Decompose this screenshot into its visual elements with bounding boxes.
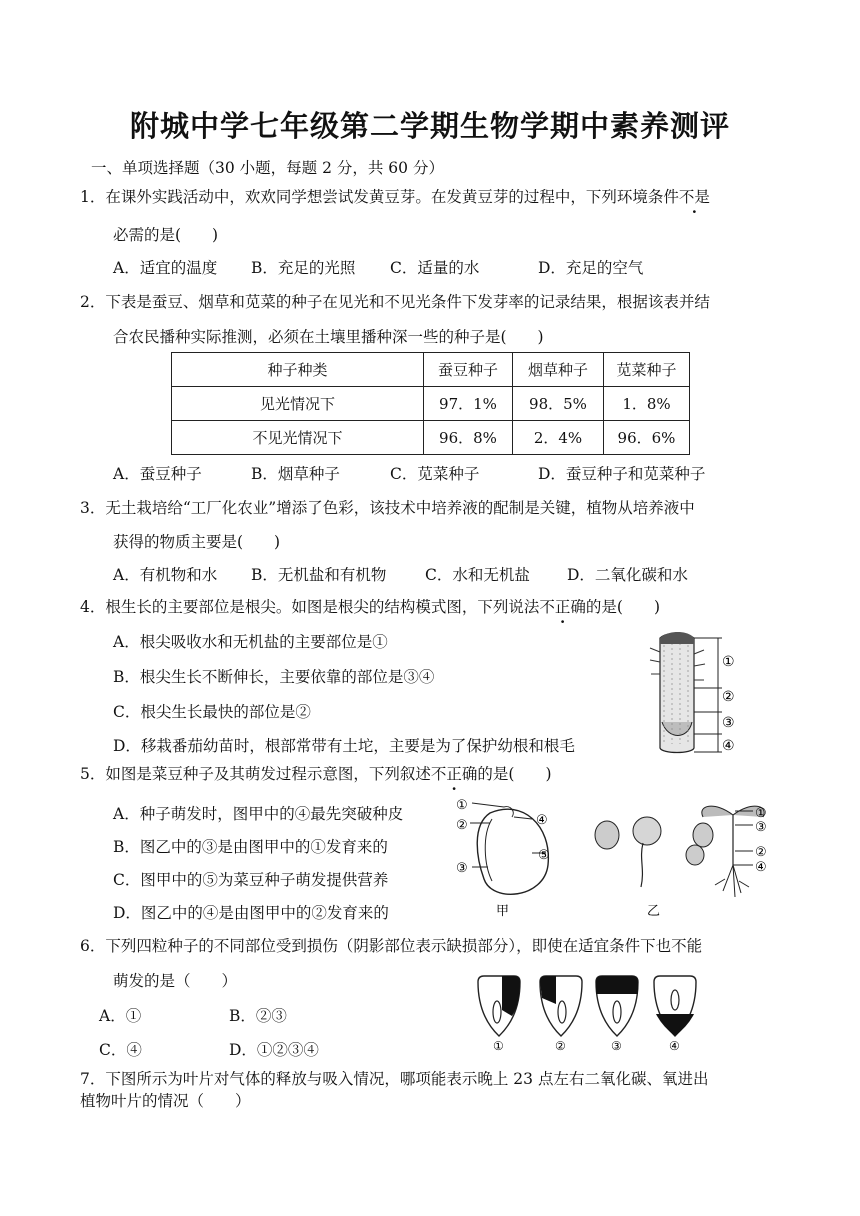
q2-stem-line2: 合农民播种实际推测，必须在土壤里播种深一些的种子是( ) (113, 328, 544, 346)
damaged-seeds-figure (468, 970, 708, 1052)
table-cell: 98．5% (513, 387, 604, 421)
q4-option-a[interactable]: A．根尖吸收水和无机盐的主要部位是① (113, 633, 388, 651)
q6-stem-line1: 6．下列四粒种子的不同部位受到损伤（阴影部位表示缺损部分），即使在适宜条件下也不能 (80, 937, 703, 955)
seed-label-1: ① (493, 1039, 504, 1052)
germination-table (171, 352, 690, 455)
seed-label-2: ② (456, 818, 468, 833)
root-tip-drawing (650, 632, 722, 753)
q2-option-a[interactable]: A．蚕豆种子 (113, 465, 202, 483)
seedling-label-1: ① (755, 806, 767, 821)
table-cell: 97．1% (424, 387, 513, 421)
q1-option-c[interactable]: C．适量的水 (390, 259, 480, 277)
seed-2 (540, 976, 582, 1036)
seed-label-3: ③ (611, 1039, 622, 1052)
q2-option-b[interactable]: B．烟草种子 (251, 465, 340, 483)
q4-option-b[interactable]: B．根尖生长不断伸长，主要依靠的部位是③④ (113, 668, 435, 686)
q4-stem-line1: 4．根生长的主要部位是根尖。如图是根尖的结构模式图，下列说法不正确的是( ) (80, 598, 660, 616)
section-heading: 一、单项选择题（30 小题，每题 2 分，共 60 分） (91, 159, 444, 177)
q3-option-d[interactable]: D．二氧化碳和水 (567, 566, 688, 584)
seed-label-2: ② (555, 1039, 566, 1052)
figure-caption-yi: 乙 (647, 904, 661, 919)
q5-option-c[interactable]: C．图甲中的⑤为菜豆种子萌发提供营养 (113, 871, 389, 889)
table-cell: 见光情况下 (172, 387, 424, 421)
table-cell: 96．6% (604, 421, 690, 455)
q2-option-c[interactable]: C．苋菜种子 (390, 465, 480, 483)
q6-option-a[interactable]: A．① (99, 1007, 142, 1025)
q3-stem-line1: 3．无土栽培给“工厂化农业”增添了色彩，该技术中培养液的配制是关键，植物从培养液中 (80, 499, 695, 517)
table-header: 苋菜种子 (604, 353, 690, 387)
seed-label-3: ③ (456, 861, 468, 876)
seedling-label-2: ② (755, 845, 767, 860)
q7-stem-line2: 植物叶片的情况（ ） (80, 1092, 251, 1110)
q4-emphasis: 不正确 (539, 598, 586, 616)
root-tip-figure (648, 630, 773, 760)
q1-stem-line1: 1．在课外实践活动中，欢欢同学想尝试发黄豆芽。在发黄豆芽的过程中，下列环境条件不是 (80, 188, 710, 206)
q6-option-c[interactable]: C．④ (99, 1041, 142, 1059)
q4-option-d[interactable]: D．移栽番茄幼苗时，根部常带有土坨，主要是为了保护幼根和根毛 (113, 737, 575, 755)
table-row (172, 421, 690, 455)
seed-1 (478, 976, 520, 1036)
q5-emphasis: 不正确 (430, 765, 478, 783)
table-cell: 2．4% (513, 421, 604, 455)
q4-option-c[interactable]: C．根尖生长最快的部位是② (113, 703, 311, 721)
table-cell: 1．8% (604, 387, 690, 421)
figure-caption-jia: 甲 (496, 904, 510, 919)
q1-stem-line2: 必需的是( ) (113, 226, 219, 244)
q6-option-b[interactable]: B．②③ (229, 1007, 287, 1025)
q6-option-d[interactable]: D．①②③④ (229, 1041, 319, 1059)
q5-option-a[interactable]: A．种子萌发时，图甲中的④最先突破种皮 (113, 805, 404, 823)
root-label-1: ① (722, 654, 735, 670)
q6-stem-line2: 萌发的是（ ） (113, 972, 238, 990)
q7-stem-line1: 7．下图所示为叶片对气体的释放与吸入情况，哪项能表示晚上 23 点左右二氧化碳、氧进出 (80, 1070, 709, 1088)
root-label-4: ④ (722, 738, 735, 754)
q1-option-b[interactable]: B．充足的光照 (251, 259, 356, 277)
table-header-row (172, 353, 690, 387)
q2-option-d[interactable]: D．蚕豆种子和苋菜种子 (538, 465, 706, 483)
seed-3 (596, 976, 638, 1036)
page-title: 附城中学七年级第二学期生物学期中素养测评 (129, 109, 730, 143)
germination-drawing (595, 806, 764, 897)
bean-seed-figure-jia (452, 795, 572, 921)
root-label-2: ② (722, 689, 735, 705)
seed-4 (654, 976, 696, 1036)
q1-emphasis: 不是 (678, 188, 710, 206)
seed-label-4: ④ (669, 1039, 680, 1052)
q3-stem-line2: 获得的物质主要是( ) (113, 533, 281, 551)
table-header: 烟草种子 (513, 353, 604, 387)
q5-option-b[interactable]: B．图乙中的③是由图甲中的①发育来的 (113, 838, 388, 856)
table-row (172, 387, 690, 421)
seed-label-4: ④ (536, 813, 548, 828)
table-header: 种子种类 (172, 353, 424, 387)
table-cell: 96．8% (424, 421, 513, 455)
seed-label-5: ⑤ (538, 848, 550, 863)
q3-option-a[interactable]: A．有机物和水 (113, 566, 218, 584)
q1-option-d[interactable]: D．充足的空气 (538, 259, 644, 277)
root-label-3: ③ (722, 715, 735, 731)
seedling-label-4: ④ (755, 860, 767, 875)
q5-stem-line1: 5．如图是菜豆种子及其萌发过程示意图，下列叙述不正确的是( ) (80, 765, 552, 783)
seedling-label-3: ③ (755, 820, 767, 835)
q2-stem-line1: 2．下表是蚕豆、烟草和苋菜的种子在见光和不见光条件下发芽率的记录结果，根据该表并结 (80, 293, 710, 311)
table-header: 蚕豆种子 (424, 353, 513, 387)
q1-option-a[interactable]: A．适宜的温度 (113, 259, 218, 277)
q3-option-c[interactable]: C．水和无机盐 (425, 566, 530, 584)
q3-option-b[interactable]: B．无机盐和有机物 (251, 566, 387, 584)
seed-label-1: ① (456, 798, 468, 813)
germination-figure-yi (585, 795, 785, 921)
q5-option-d[interactable]: D．图乙中的④是由图甲中的②发育来的 (113, 904, 389, 922)
table-cell: 不见光情况下 (172, 421, 424, 455)
